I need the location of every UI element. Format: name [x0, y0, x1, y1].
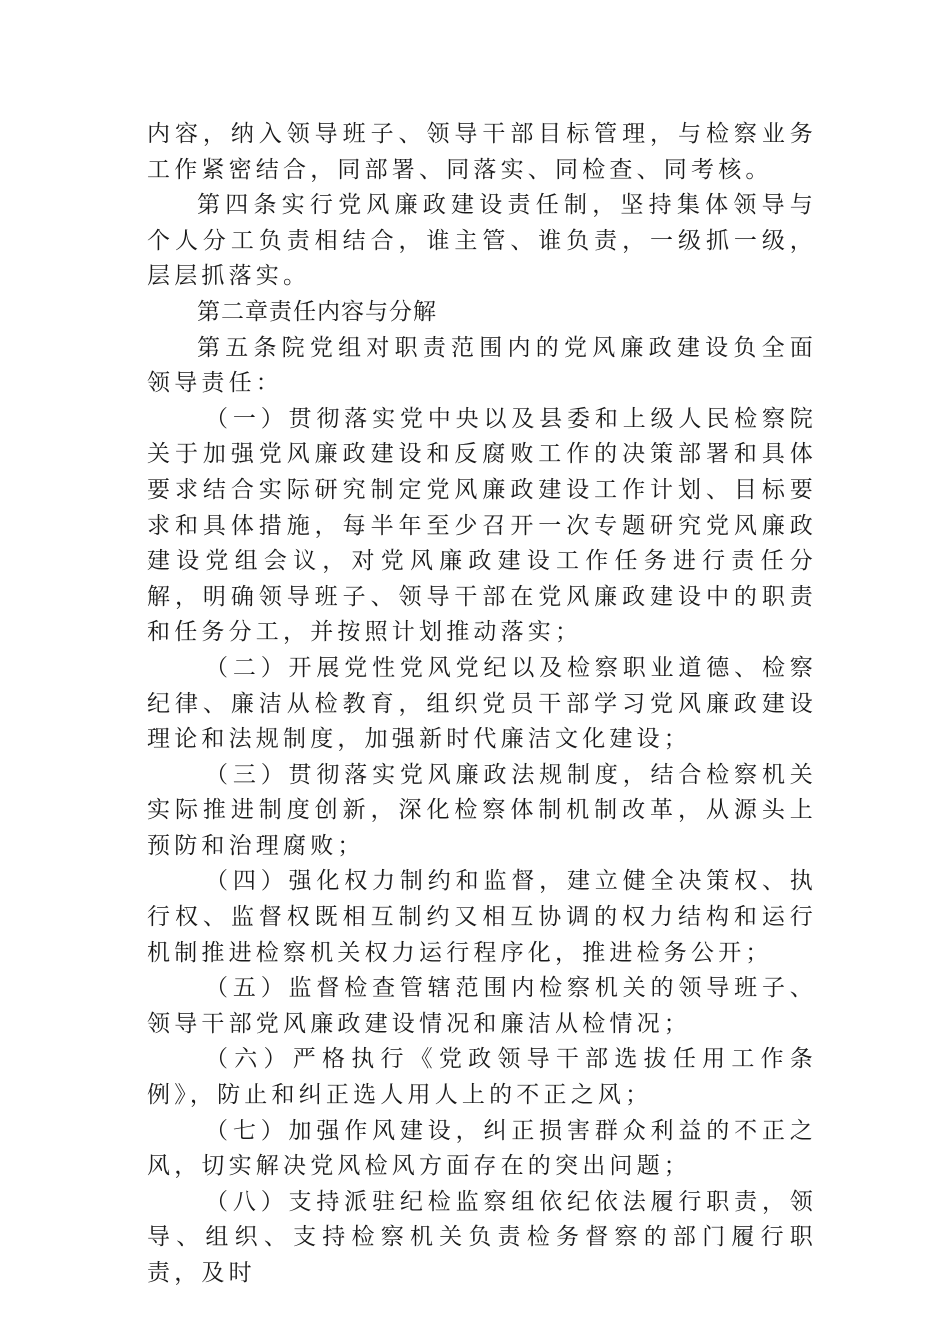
list-item-8: （八）支持派驻纪检监察组依纪依法履行职责，领导、组织、支持检察机关负责检务督察的部门履行职责，及时	[147, 1188, 817, 1286]
list-item-7: （七）加强作风建设，纠正损害群众利益的不正之风，切实解决党风检风方面存在的突出问题；	[147, 1117, 817, 1180]
paragraph-article-4: 第四条实行党风廉政建设责任制，坚持集体领导与个人分工负责相结合，谁主管、谁负责，一级抓一级，层层抓落实。	[147, 192, 817, 290]
list-item-4: （四）强化权力制约和监督，建立健全决策权、执行权、监督权既相互制约又相互协调的权力结构和运行机制推进检察机关权力运行程序化，推进检务公开；	[147, 868, 817, 966]
list-item-1: （一）贯彻落实党中央以及县委和上级人民检察院关于加强党风廉政建设和反腐败工作的决策部署和具体要求结合实际研究制定党风廉政建设工作计划、目标要求和具体措施，每半年至少召开一次专题研究党风廉政建设党组会议，对党风廉政建设工作任务进行责任分解，明确领导班子、领导干部在党风廉政建设中的职责和任务分工，并按照计划推动落实；	[147, 405, 817, 646]
list-item-2: （二）开展党性党风党纪以及检察职业道德、检察纪律、廉洁从检教育，组织党员干部学习党风廉政建设理论和法规制度，加强新时代廉洁文化建设；	[147, 654, 817, 753]
document-page	[147, 117, 817, 1292]
chapter-heading: 第二章责任内容与分解	[197, 298, 437, 325]
paragraph-continued: 内容，纳入领导班子、领导干部目标管理，与检察业务工作紧密结合，同部署、同落实、同检查、同考核。	[147, 121, 817, 183]
list-item-5: （五）监督检查管辖范围内检察机关的领导班子、领导干部党风廉政建设情况和廉洁从检情况；	[147, 975, 817, 1037]
paragraph-article-5: 第五条院党组对职责范围内的党风廉政建设负全面领导责任：	[147, 334, 817, 397]
list-item-6: （六）严格执行《党政领导干部选拔任用工作条例》，防止和纠正选人用人上的不正之风；	[147, 1046, 817, 1109]
list-item-3: （三）贯彻落实党风廉政法规制度，结合检察机关实际推进制度创新，深化检察体制机制改革，从源头上预防和治理腐败；	[147, 761, 817, 859]
